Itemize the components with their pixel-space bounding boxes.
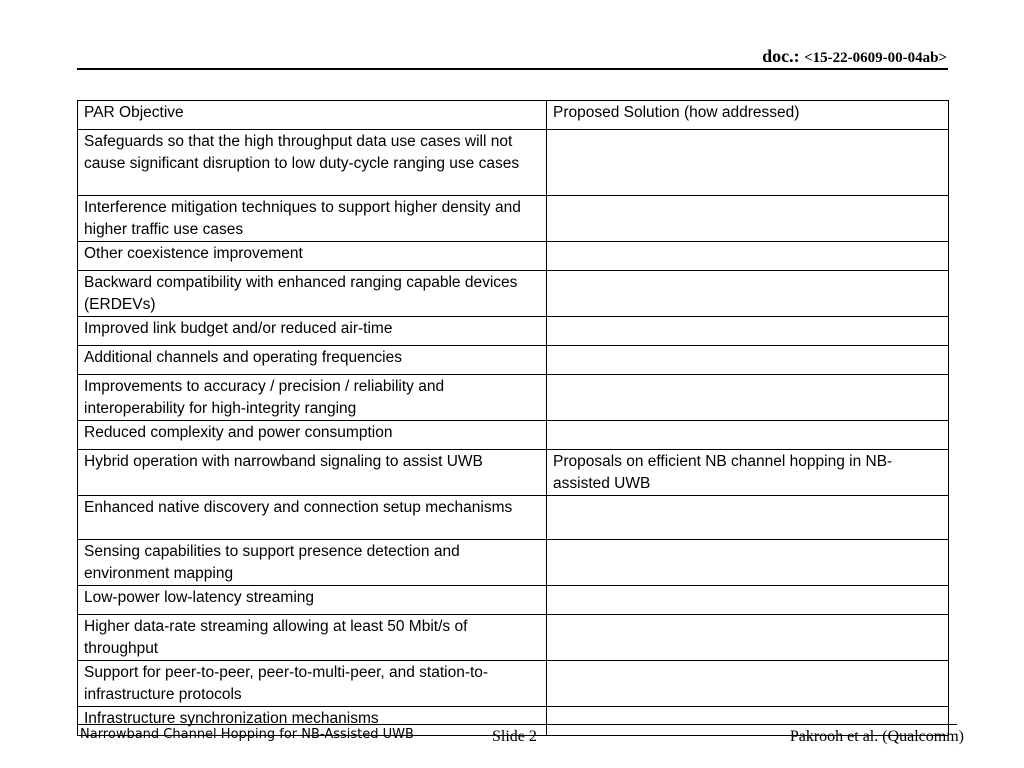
solution-cell bbox=[547, 540, 949, 586]
footer-title: Narrowband Channel Hopping for NB-Assisted UWB bbox=[80, 727, 414, 742]
objective-cell: Enhanced native discovery and connection setup mechanisms bbox=[78, 496, 547, 540]
table-row bbox=[78, 661, 949, 707]
objective-cell: Backward compatibility with enhanced ranging capable devices (ERDEVs) bbox=[78, 271, 547, 317]
slide-number: Slide 2 bbox=[492, 728, 537, 745]
table-row bbox=[78, 450, 949, 496]
solution-cell bbox=[547, 615, 949, 661]
doc-number: <15-22-0609-00-04ab> bbox=[804, 50, 947, 66]
table-row bbox=[78, 346, 949, 375]
objective-cell: Hybrid operation with narrowband signaling to assist UWB bbox=[78, 450, 547, 496]
objective-cell: Infrastructure synchronization mechanisms bbox=[78, 707, 547, 736]
objective-cell: Additional channels and operating frequencies bbox=[78, 346, 547, 375]
solution-cell bbox=[547, 317, 949, 346]
table-row bbox=[78, 196, 949, 242]
par-objectives-table bbox=[77, 100, 949, 736]
table-row bbox=[78, 130, 949, 196]
table-row bbox=[78, 421, 949, 450]
objective-cell: Other coexistence improvement bbox=[78, 242, 547, 271]
footer-divider bbox=[77, 724, 957, 725]
objective-cell: Sensing capabilities to support presence detection and environment mapping bbox=[78, 540, 547, 586]
solution-cell bbox=[547, 196, 949, 242]
objective-cell: Support for peer-to-peer, peer-to-multi-peer, and station-to-infrastructure protocols bbox=[78, 661, 547, 707]
solution-cell bbox=[547, 661, 949, 707]
table-header-row bbox=[78, 101, 949, 130]
table-row bbox=[78, 271, 949, 317]
table-row bbox=[78, 615, 949, 661]
objective-cell: Reduced complexity and power consumption bbox=[78, 421, 547, 450]
table-row bbox=[78, 242, 949, 271]
table-row bbox=[78, 317, 949, 346]
solution-cell bbox=[547, 346, 949, 375]
solution-cell bbox=[547, 242, 949, 271]
objective-cell: Safeguards so that the high throughput data use cases will not cause significant disruption to low duty-cycle ranging use cases bbox=[78, 130, 547, 196]
objective-cell: Higher data-rate streaming allowing at least 50 Mbit/s of throughput bbox=[78, 615, 547, 661]
solution-cell bbox=[547, 421, 949, 450]
table-row bbox=[78, 586, 949, 615]
objective-cell: Improved link budget and/or reduced air-time bbox=[78, 317, 547, 346]
solution-cell: Proposals on efficient NB channel hopping in NB-assisted UWB bbox=[547, 450, 949, 496]
solution-cell bbox=[547, 271, 949, 317]
table-row bbox=[78, 496, 949, 540]
solution-cell bbox=[547, 130, 949, 196]
objective-cell: Low-power low-latency streaming bbox=[78, 586, 547, 615]
doc-id bbox=[762, 46, 947, 67]
objective-cell: Interference mitigation techniques to support higher density and higher traffic use cases bbox=[78, 196, 547, 242]
table-row bbox=[78, 375, 949, 421]
header-divider bbox=[77, 68, 948, 70]
objective-cell: Improvements to accuracy / precision / reliability and interoperability for high-integrity ranging bbox=[78, 375, 547, 421]
table-row bbox=[78, 540, 949, 586]
footer-author: Pakrooh et al. (Qualcomm) bbox=[789, 728, 964, 745]
solution-cell bbox=[547, 375, 949, 421]
column-header-solution: Proposed Solution (how addressed) bbox=[547, 101, 949, 130]
column-header-objective: PAR Objective bbox=[78, 101, 547, 130]
solution-cell bbox=[547, 496, 949, 540]
solution-cell bbox=[547, 586, 949, 615]
doc-label: doc.: bbox=[762, 46, 800, 66]
